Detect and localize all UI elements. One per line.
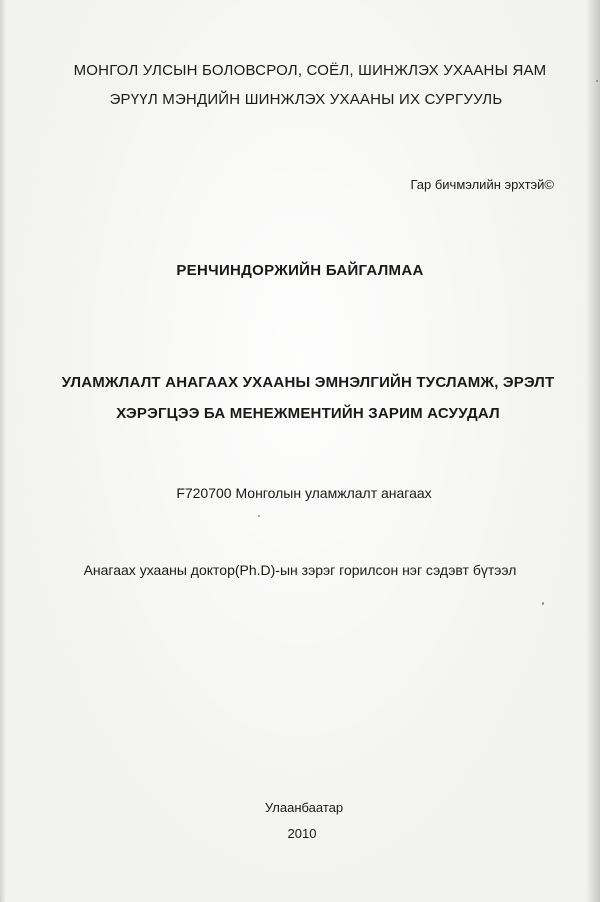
degree-statement: Анагаах ухааны доктор(Ph.D)-ын зэрэг горилсон нэг сэдэвт бүтээл [83, 562, 517, 578]
publication-year: 2010 [287, 826, 317, 841]
copyright-note: Гар бичмэлийн эрхтэй© [410, 177, 554, 192]
university-name: ЭРҮҮЛ МЭНДИЙН ШИНЖЛЭХ УХААНЫ ИХ СУРГУУЛЬ [109, 91, 503, 108]
scan-speck [542, 602, 544, 605]
thesis-title-line-2: ХЭРЭГЦЭЭ БА МЕНЕЖМЕНТИЙН ЗАРИМ АСУУДАЛ [116, 405, 500, 422]
ministry-name: МОНГОЛ УЛСЫН БОЛОВСРОЛ, СОЁЛ, ШИНЖЛЭХ УХААНЫ ЯАМ [73, 62, 547, 79]
scan-speck [596, 80, 598, 82]
scan-edge-right [586, 0, 600, 902]
scan-speck [258, 515, 260, 517]
author-name: РЕНЧИНДОРЖИЙН БАЙГАЛМАА [176, 262, 424, 279]
thesis-title-line-1: УЛАМЖЛАЛТ АНАГААХ УХААНЫ ЭМНЭЛГИЙН ТУСЛАМЖ, ЭРЭЛТ [61, 374, 555, 391]
specialty-code: F720700 Монголын уламжлалт анагаах [176, 485, 432, 501]
city-name: Улаанбаатар [264, 800, 344, 815]
scan-edge-left [0, 0, 6, 902]
